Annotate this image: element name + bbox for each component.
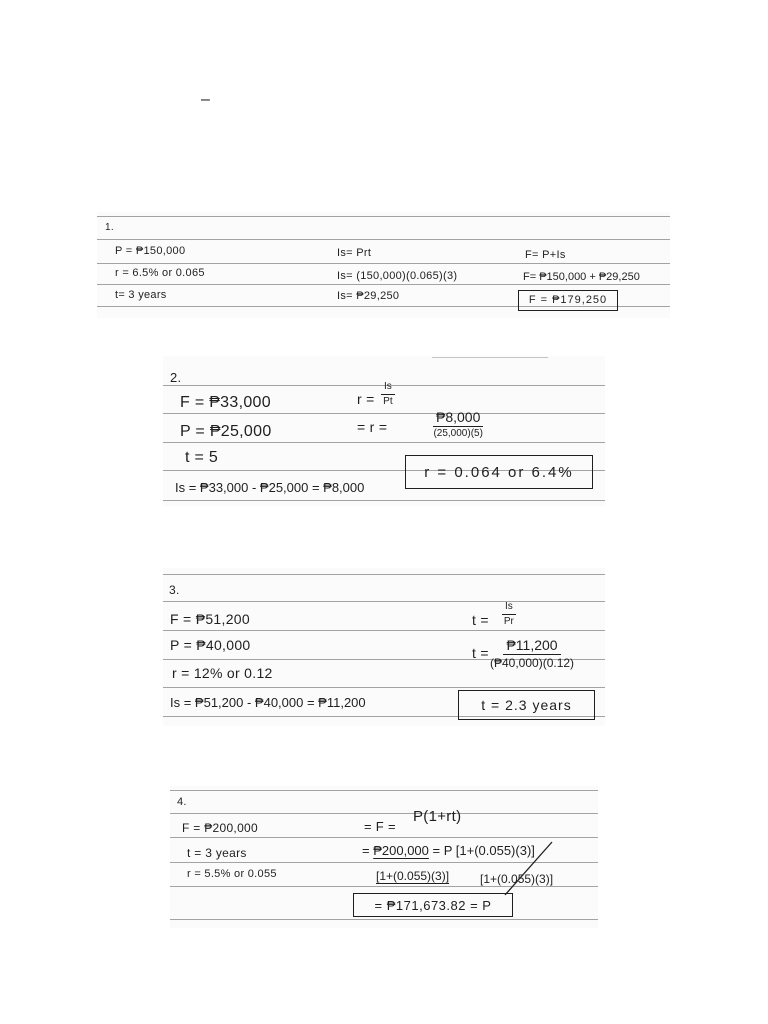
given-future-value: F = ₱33,000 xyxy=(180,394,271,411)
interest-computation: Is = ₱51,200 - ₱40,000 = ₱11,200 xyxy=(170,695,366,710)
compound-formula-rhs: P(1+rt) xyxy=(413,808,462,825)
compound-formula-lhs: = F = xyxy=(364,819,396,834)
divisor-left: [1+(0.055)(3)] xyxy=(376,869,450,883)
fraction-denominator: Pt xyxy=(383,396,393,407)
given-time: t = 5 xyxy=(185,449,219,466)
fraction-numerator: Is xyxy=(502,602,516,615)
given-rate: r = 12% or 0.12 xyxy=(172,665,273,681)
time-substitution-fraction xyxy=(490,638,574,669)
interest-result: Is= ₱29,250 xyxy=(337,290,400,302)
time-formula-fraction xyxy=(502,602,516,627)
ruled-line xyxy=(432,357,548,358)
given-future-value: F = ₱200,000 xyxy=(182,821,258,835)
given-principal: P = ₱25,000 xyxy=(180,423,272,440)
ruled-line xyxy=(97,239,670,240)
problem-number: 4. xyxy=(177,796,187,808)
ruled-line xyxy=(97,216,670,217)
problem-1-sheet xyxy=(97,212,670,318)
future-value-formula: F= P+Is xyxy=(525,249,566,261)
ruled-line xyxy=(97,284,670,285)
problem-3-sheet xyxy=(163,568,605,726)
answer-text: F = ₱179,250 xyxy=(528,294,608,306)
answer-box xyxy=(405,455,593,489)
divisor-right: [1+(0.055)(3)] xyxy=(480,872,554,886)
rate-substitution-lhs: = r = xyxy=(357,419,388,435)
ruled-line xyxy=(97,263,670,264)
given-principal: P = ₱40,000 xyxy=(170,637,251,653)
interest-computation: Is = ₱33,000 - ₱25,000 = ₱8,000 xyxy=(175,480,365,495)
answer-text: t = 2.3 years xyxy=(481,697,572,713)
fraction-denominator: (₱40,000)(0.12) xyxy=(490,656,575,670)
ruled-line xyxy=(163,500,605,501)
substitution-lead: = xyxy=(362,843,370,858)
answer-text: r = 0.064 or 6.4% xyxy=(424,463,574,481)
ruled-line xyxy=(163,601,605,602)
top-mark: – xyxy=(201,91,211,108)
time-formula-lhs: t = xyxy=(472,612,489,628)
problem-4-sheet xyxy=(170,786,598,928)
interest-substitution: Is= (150,000)(0.065)(3) xyxy=(337,270,458,282)
given-future-value: F = ₱51,200 xyxy=(170,611,250,627)
answer-box xyxy=(518,290,618,311)
interest-formula: Is= Prt xyxy=(337,247,372,259)
answer-text: = ₱171,673.82 = P xyxy=(374,897,492,913)
fraction-numerator: ₱8,000 xyxy=(433,410,483,427)
problem-number: 1. xyxy=(105,222,114,233)
future-value-substitution: F= ₱150,000 + ₱29,250 xyxy=(523,271,640,283)
problem-2-sheet xyxy=(163,356,605,506)
fraction-numerator: ₱11,200 xyxy=(503,638,560,655)
ruled-line xyxy=(163,630,605,631)
rate-substitution-fraction xyxy=(433,410,483,439)
time-substitution-lhs: t = xyxy=(472,645,489,661)
given-rate: r = 6.5% or 0.065 xyxy=(115,267,205,279)
ruled-line xyxy=(163,574,605,575)
given-principal: P = ₱150,000 xyxy=(115,245,186,257)
substitution-rest: = P [1+(0.055)(3)] xyxy=(432,843,535,858)
given-rate: r = 5.5% or 0.055 xyxy=(187,868,277,880)
fraction-denominator: (25,000)(5) xyxy=(433,428,483,439)
problem-number: 3. xyxy=(169,583,180,597)
ruled-line xyxy=(163,687,605,688)
answer-box xyxy=(458,690,595,720)
fraction-numerator: Is xyxy=(381,382,395,395)
ruled-line xyxy=(163,442,605,443)
rate-formula-lhs: r = xyxy=(357,391,375,407)
fraction-denominator: Pr xyxy=(503,616,514,627)
substitution-value: ₱200,000 xyxy=(373,843,429,858)
rate-formula-fraction xyxy=(381,382,395,407)
answer-box xyxy=(353,893,513,917)
ruled-line xyxy=(163,413,605,414)
given-time: t= 3 years xyxy=(115,289,167,301)
problem-number: 2. xyxy=(170,370,182,385)
given-time: t = 3 years xyxy=(187,846,247,860)
